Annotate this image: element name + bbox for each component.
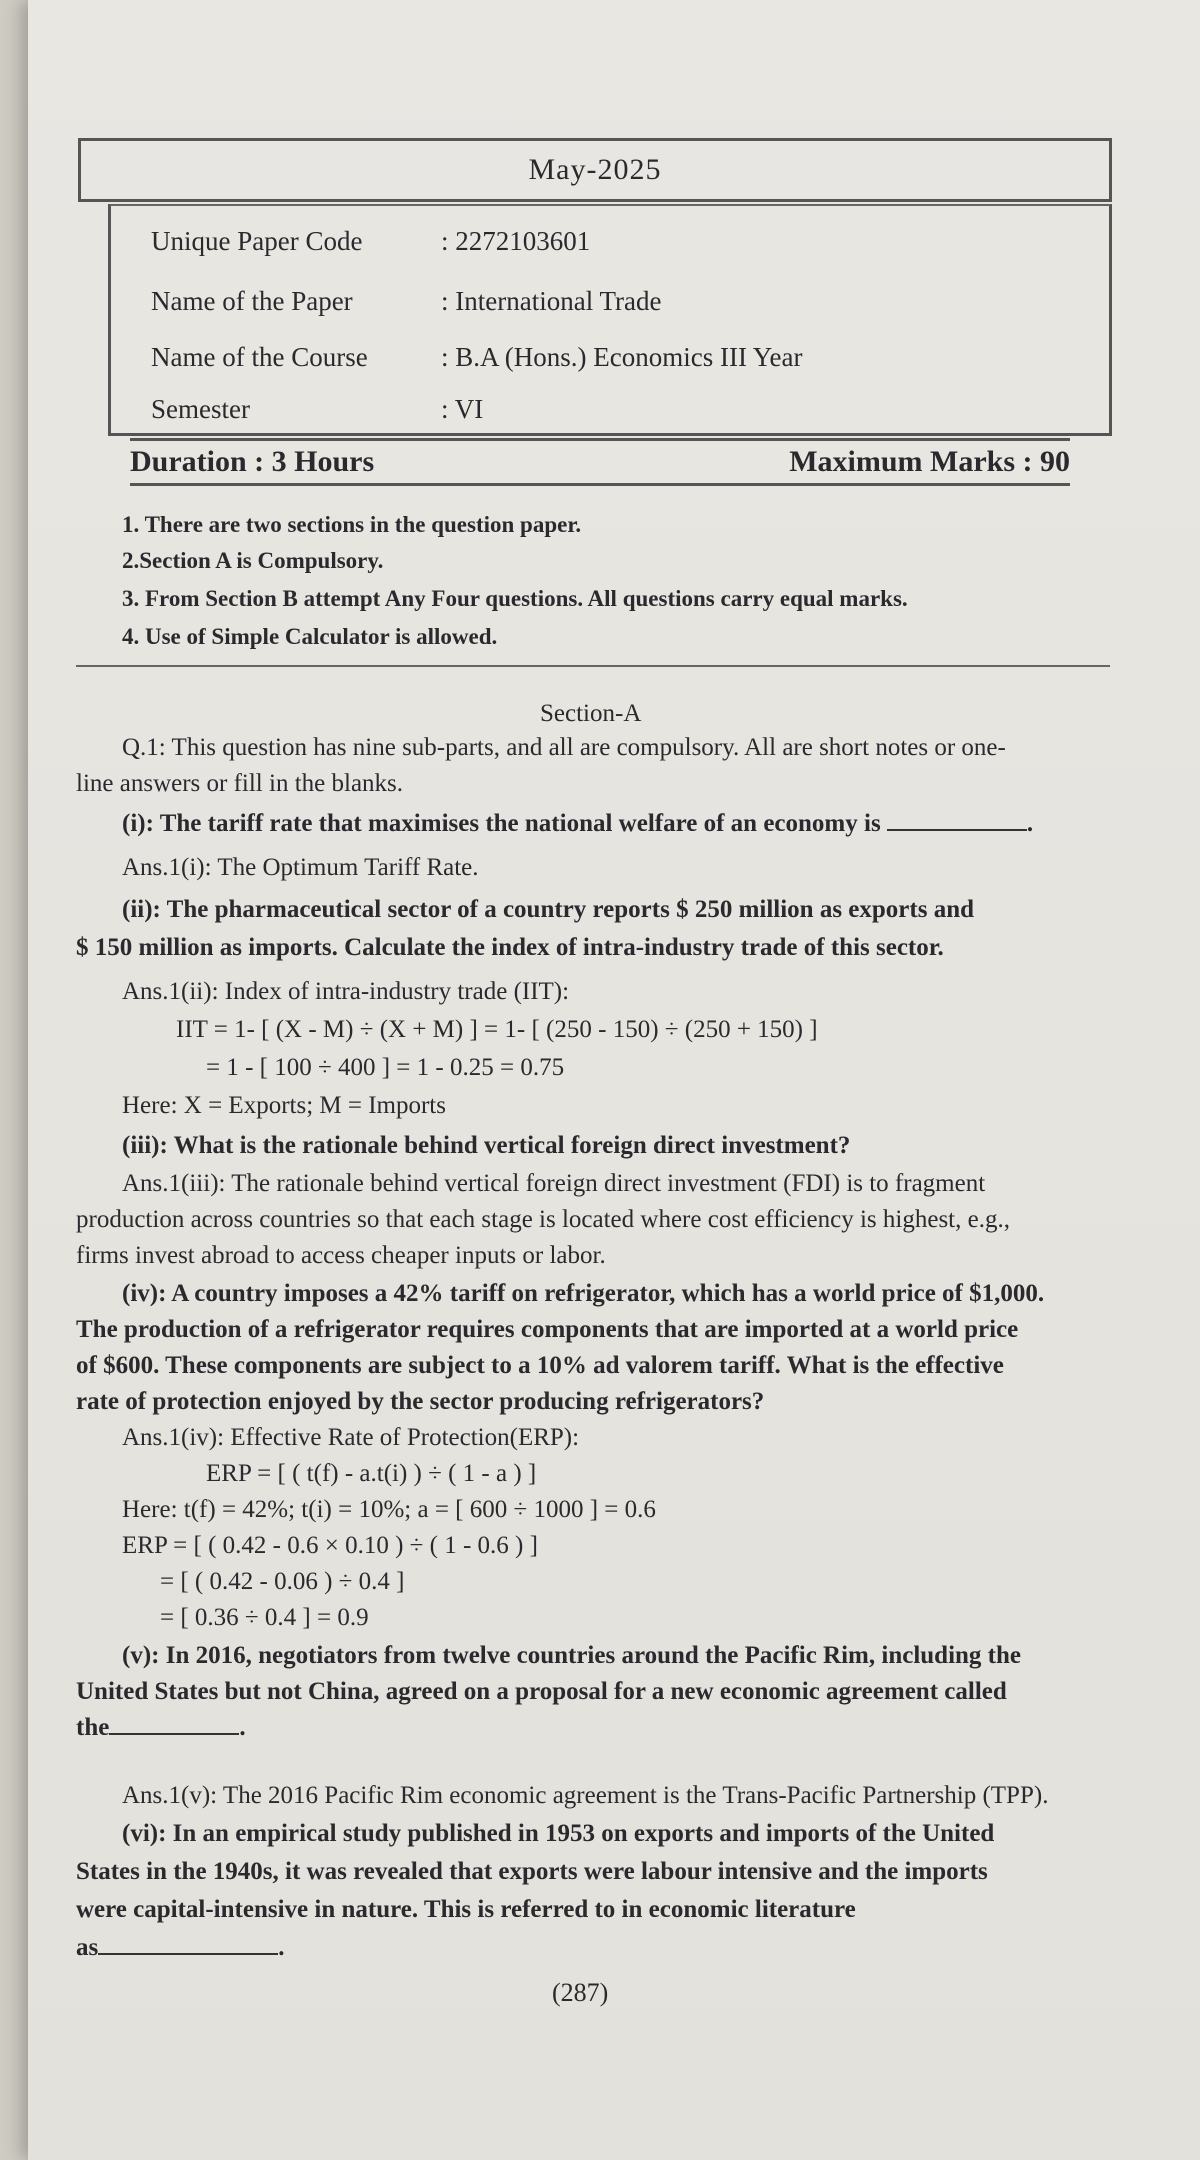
formula-line: = 1 - [ 100 ÷ 400 ] = 1 - 0.25 = 0.75 [206, 1054, 565, 1081]
duration-marks-bar [130, 438, 1070, 486]
question-text: (v): In 2016, negotiators from twelve countries around the Pacific Rim, including the [122, 1642, 1021, 1669]
question-v-end: the [76, 1714, 110, 1741]
question-text: (ii): The pharmaceutical sector of a country reports $ 250 million as exports and [122, 896, 975, 923]
question-vi-end: as [76, 1934, 99, 1961]
formula-line: = [ 0.36 ÷ 0.4 ] = 0.9 [160, 1604, 369, 1631]
formula-line: Here: t(f) = 42%; t(i) = 10%; a = [ 600 ÷ 1000 ] = 0.6 [122, 1496, 656, 1523]
question-text: (iii): What is the rationale behind vertical foreign direct investment? [122, 1132, 851, 1159]
info-row-semester [151, 394, 483, 425]
info-value: : VI [441, 394, 484, 424]
question-text: line answers or fill in the blanks. [76, 770, 404, 797]
fill-blank [109, 1713, 239, 1735]
info-label: Unique Paper Code [151, 226, 363, 256]
info-row-paper-name [151, 286, 661, 317]
question-i: (i): The tariff rate that maximises the national welfare of an economy is [122, 810, 881, 837]
info-row-course [151, 342, 802, 373]
question-text: States in the 1940s, it was revealed that exports were labour intensive and the imports [76, 1858, 988, 1885]
paper-info-box [108, 204, 1112, 436]
info-row-paper-code [151, 226, 590, 257]
answer-text: Here: X = Exports; M = Imports [122, 1092, 446, 1119]
answer-text: firms invest abroad to access cheaper inputs or labor. [76, 1242, 606, 1269]
info-value: : B.A (Hons.) Economics III Year [441, 342, 803, 372]
instruction-item: 4. Use of Simple Calculator is allowed. [122, 624, 498, 649]
page-number: (287) [552, 1978, 609, 2007]
answer-text: Ans.1(i): The Optimum Tariff Rate. [122, 854, 479, 881]
question-text: (iv): A country imposes a 42% tariff on refrigerator, which has a world price of $1,000. [122, 1280, 1045, 1307]
answer-text: production across countries so that each stage is located where cost efficiency is highest, e.g., [76, 1206, 1010, 1233]
question-text: (i): The tariff rate that maximises the national welfare of an economy is . [122, 810, 1034, 837]
formula-line: = [ ( 0.42 - 0.06 ) ÷ 0.4 ] [160, 1568, 405, 1595]
info-value: : 2272103601 [441, 226, 591, 256]
answer-text: Ans.1(iv): Effective Rate of Protection(ERP): [122, 1424, 580, 1451]
formula-line: ERP = [ ( t(f) - a.t(i) ) ÷ ( 1 - a ) ] [206, 1460, 537, 1487]
question-text: the . [76, 1714, 246, 1741]
info-label: Name of the Paper [151, 286, 353, 316]
divider [76, 665, 1110, 667]
question-text: as . [76, 1934, 285, 1961]
max-marks: Maximum Marks : 90 [789, 445, 1070, 478]
fill-blank [887, 809, 1027, 831]
info-value: : International Trade [441, 286, 662, 316]
question-text: United States but not China, agreed on a proposal for a new economic agreement called [76, 1678, 1007, 1705]
question-text: (vi): In an empirical study published in 1953 on exports and imports of the United [122, 1820, 995, 1847]
answer-text: Ans.1(iii): The rationale behind vertical foreign direct investment (FDI) is to fragment [122, 1170, 986, 1197]
question-text: rate of protection enjoyed by the sector producing refrigerators? [76, 1388, 765, 1415]
info-label: Name of the Course [151, 342, 368, 372]
info-label: Semester [151, 394, 250, 424]
answer-text: Ans.1(v): The 2016 Pacific Rim economic agreement is the Trans-Pacific Partnership (TPP). [122, 1782, 1049, 1809]
duration: Duration : 3 Hours [130, 445, 375, 478]
exam-date-banner [78, 138, 1112, 202]
instruction-item: 1. There are two sections in the question paper. [122, 512, 582, 537]
question-text: The production of a refrigerator requires components that are imported at a world price [76, 1316, 1019, 1343]
answer-text: Ans.1(ii): Index of intra-industry trade (IIT): [122, 978, 570, 1005]
instruction-item: 3. From Section B attempt Any Four questions. All questions carry equal marks. [122, 586, 908, 611]
section-title: Section-A [540, 700, 642, 727]
question-text: of $600. These components are subject to a 10% ad valorem tariff. What is the effective [76, 1352, 1004, 1379]
instruction-item: 2.Section A is Compulsory. [122, 548, 384, 573]
question-text: $ 150 million as imports. Calculate the index of intra-industry trade of this sector. [76, 934, 944, 961]
question-text: Q.1: This question has nine sub-parts, and all are compulsory. All are short notes or one- [122, 734, 1006, 761]
formula-line: IIT = 1- [ (X - M) ÷ (X + M) ] = 1- [ (250 - 150) ÷ (250 + 150) ] [176, 1016, 818, 1043]
exam-date: May-2025 [528, 153, 662, 186]
formula-line: ERP = [ ( 0.42 - 0.6 × 0.10 ) ÷ ( 1 - 0.6 ) ] [122, 1532, 538, 1559]
fill-blank [98, 1933, 278, 1955]
question-text: were capital-intensive in nature. This is referred to in economic literature [76, 1896, 856, 1923]
